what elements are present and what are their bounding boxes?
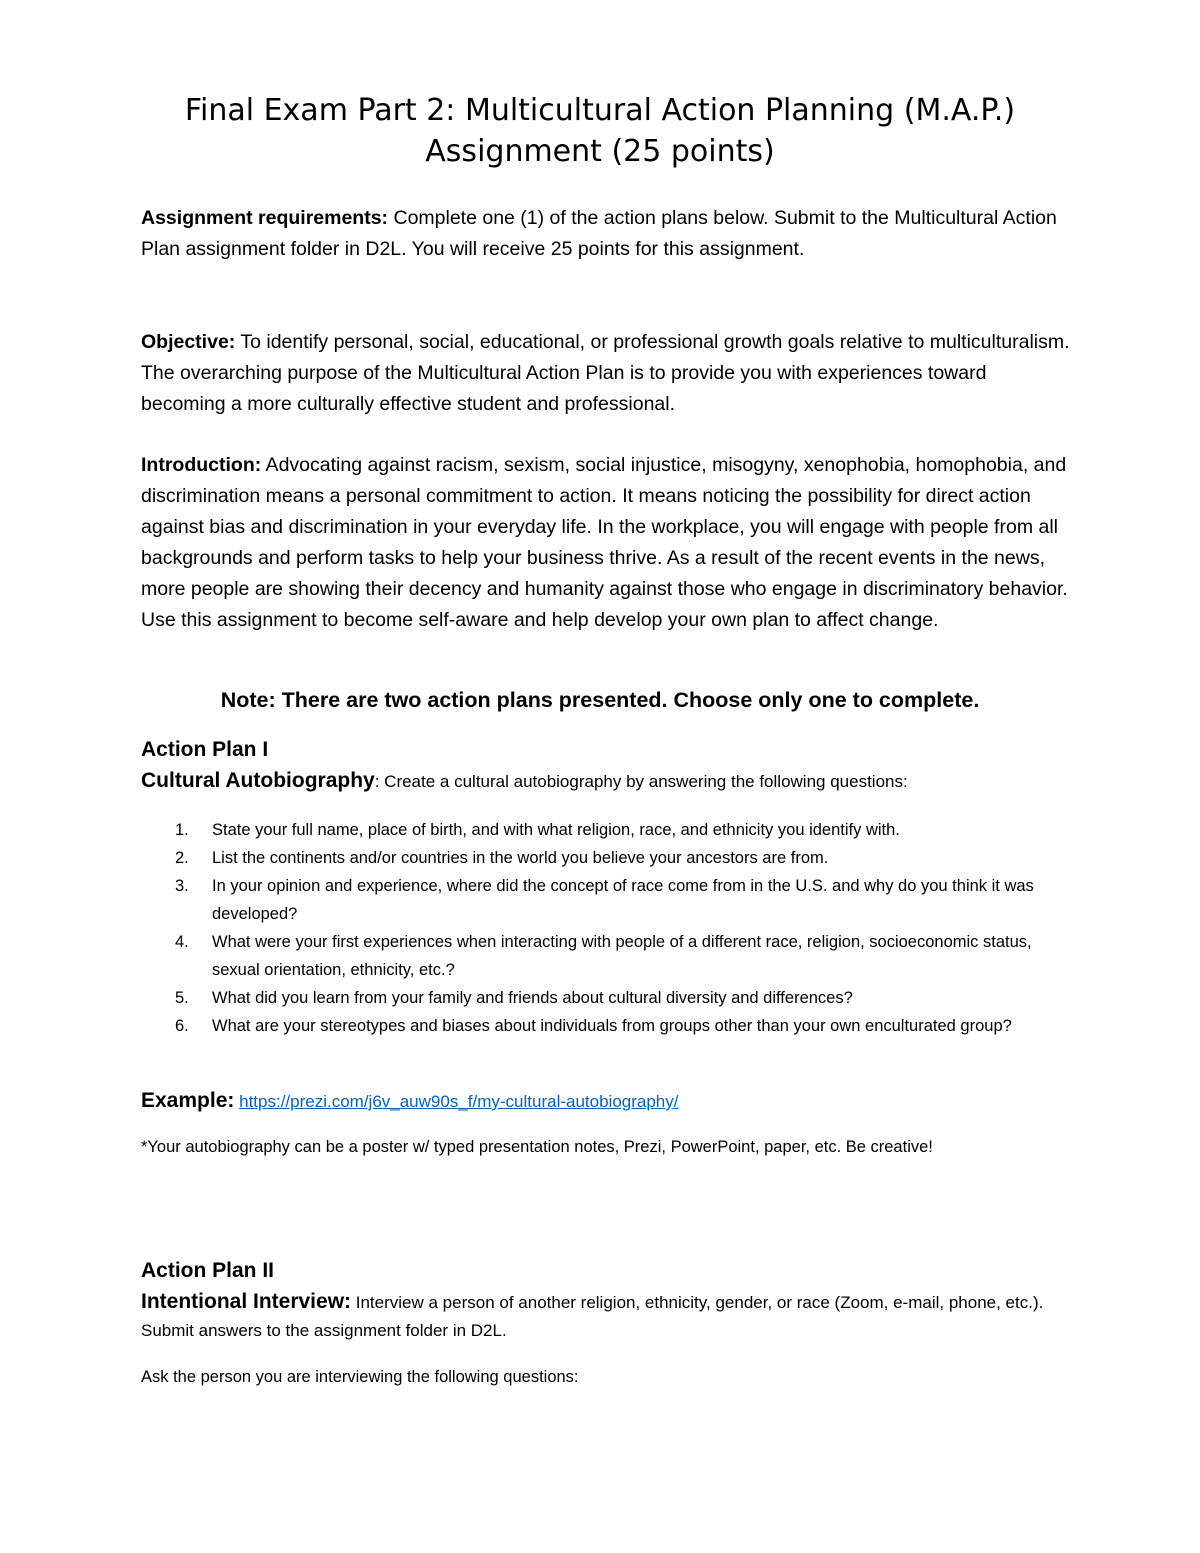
question-text: List the continents and/or countries in the world you believe your ancestors are from.	[212, 849, 829, 867]
page-title	[100, 90, 1100, 172]
title-line-2: Assignment (25 points)	[425, 134, 775, 169]
question-text: In your opinion and experience, where did the concept of race come from in the U.S. and why do you think it was developed?	[212, 877, 1034, 923]
list-item	[141, 844, 1071, 872]
requirements-text: Complete one (1) of the action plans below. Submit to the Multicultural Action Plan assignment folder in D2L. You will receive 25 points for this assignment.	[141, 207, 1057, 260]
objective-text: To identify personal, social, educational, or professional growth goals relative to multiculturalism. The overarching purpose of the Multicultural Action Plan is to provide you with experiences toward becoming a more culturally effective student and professional.	[141, 331, 1070, 415]
example-label: Example:	[141, 1089, 235, 1112]
question-number: 5.	[175, 989, 189, 1007]
question-number: 6.	[175, 1017, 189, 1035]
intentional-interview-label: Intentional Interview:	[141, 1290, 352, 1313]
list-item	[141, 872, 1071, 928]
question-text: What did you learn from your family and friends about cultural diversity and differences?	[212, 989, 853, 1007]
introduction-label: Introduction:	[141, 454, 262, 476]
list-item	[141, 816, 1071, 844]
requirements-paragraph	[141, 203, 1071, 265]
example-line	[141, 1086, 679, 1117]
cultural-autobiography-text: : Create a cultural autobiography by answering the following questions:	[374, 772, 908, 791]
question-number: 2.	[175, 849, 189, 867]
example-link[interactable]: https://prezi.com/j6v_auw90s_f/my-cultural-autobiography/	[239, 1092, 679, 1111]
cultural-autobiography-intro	[141, 767, 1071, 796]
list-item	[141, 928, 1071, 984]
objective-paragraph	[141, 327, 1071, 420]
cultural-autobiography-label: Cultural Autobiography	[141, 769, 375, 792]
title-line-1: Final Exam Part 2: Multicultural Action Planning (M.A.P.)	[184, 93, 1016, 128]
note-heading: Note: There are two action plans presented. Choose only one to complete.	[220, 688, 980, 712]
question-text: What were your first experiences when interacting with people of a different race, religion, socioeconomic status, sexual orientation, ethnicity, etc.?	[212, 933, 1032, 979]
list-item	[141, 984, 1071, 1012]
question-text: What are your stereotypes and biases about individuals from groups other than your own enculturated group?	[212, 1017, 1012, 1035]
list-item	[141, 1012, 1071, 1040]
action-plan-2-heading: Action Plan II	[141, 1259, 275, 1282]
introduction-paragraph	[141, 450, 1071, 636]
question-number: 1.	[175, 821, 189, 839]
action-plan-1-heading: Action Plan I	[141, 738, 269, 761]
introduction-text: Advocating against racism, sexism, social injustice, misogyny, xenophobia, homophobia, and discrimination means a personal commitment to action. It means noticing the possibility for direct action against bias and discrimination in your everyday life. In the workplace, you will engage with people from all backgrounds and perform tasks to help your business thrive. As a result of the recent events in the news, more people are showing their decency and humanity against those who engage in discriminatory behavior. Use this assignment to become self-aware and help develop your own plan to affect change.	[141, 454, 1068, 631]
autobiography-footnote: *Your autobiography can be a poster w/ typed presentation notes, Prezi, PowerPoint, paper, etc. Be creative!	[141, 1138, 933, 1156]
objective-label: Objective:	[141, 331, 236, 353]
interview-questions-intro: Ask the person you are interviewing the following questions:	[141, 1368, 579, 1386]
question-text: State your full name, place of birth, and with what religion, race, and ethnicity you identify with.	[212, 821, 900, 839]
intentional-interview-intro	[141, 1288, 1071, 1345]
question-number: 3.	[175, 877, 189, 895]
autobiography-question-list	[141, 816, 1071, 1040]
question-number: 4.	[175, 933, 189, 951]
requirements-label: Assignment requirements:	[141, 207, 389, 229]
intentional-interview-text: Interview a person of another religion, ethnicity, gender, or race (Zoom, e-mail, phone, etc.). Submit answers to the assignment folder in D2L.	[141, 1293, 1044, 1340]
